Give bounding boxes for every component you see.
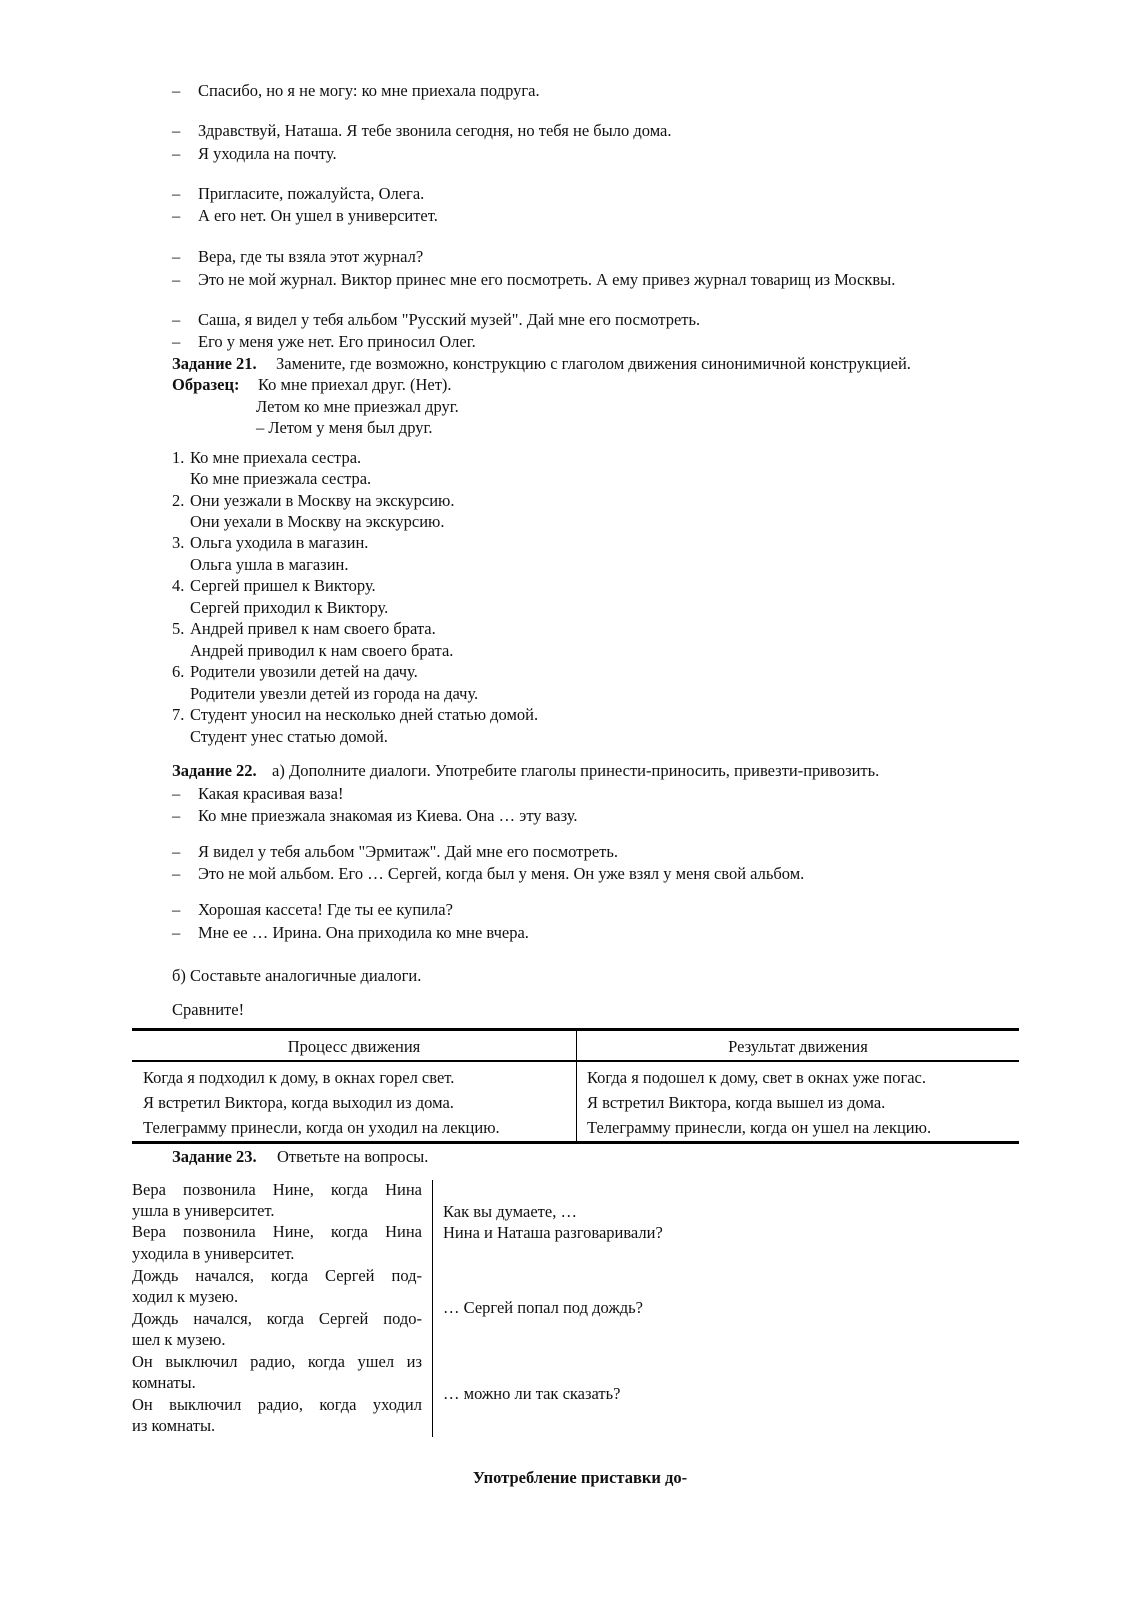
left-column-line: Дождь начался, когда Сергей подо-	[132, 1309, 422, 1328]
dialog-line: Саша, я видел у тебя альбом "Русский музей". Дай мне его посмотреть.	[198, 310, 701, 329]
dialog-line: Хорошая кассета! Где ты ее купила?	[198, 900, 453, 919]
item-number: 3.	[172, 533, 185, 552]
left-column-line: Вера позвонила Нине, когда Нина	[132, 1222, 422, 1241]
dialog-line: Я видел у тебя альбом "Эрмитаж". Дай мне его посмотреть.	[198, 842, 619, 861]
item-line: Ко мне приехала сестра.	[190, 448, 362, 467]
dialog-dash: –	[172, 900, 181, 919]
item-line: Сергей пришел к Виктору.	[190, 576, 376, 595]
dialog-line: Это не мой журнал. Виктор принес мне его посмотреть. А ему привез журнал товарищ из Москвы.	[198, 270, 896, 289]
task-23-label: Задание 23.	[172, 1147, 257, 1166]
part-b: б) Составьте аналогичные диалоги.	[172, 966, 422, 985]
dialog-dash: –	[172, 332, 181, 351]
question-line: Как вы думаете, …	[443, 1202, 577, 1221]
table-header: Процесс движения	[287, 1037, 421, 1056]
dialog-line: А его нет. Он ушел в университет.	[198, 206, 438, 225]
compare-label: Сравните!	[172, 1000, 245, 1019]
left-column-line: шел к музею.	[132, 1330, 226, 1349]
item-line: Ольга ушла в магазин.	[190, 555, 349, 574]
item-line: Родители увозили детей на дачу.	[190, 662, 418, 681]
left-column-line: уходила в университет.	[132, 1244, 295, 1263]
dialog-line: Его у меня уже нет. Его приносил Олег.	[198, 332, 476, 351]
dialog-line: Это не мой альбом. Его … Сергей, когда был у меня. Он уже взял у меня свой альбом.	[198, 864, 805, 883]
sample-line: Летом ко мне приезжал друг.	[256, 397, 459, 416]
sample-label: Образец:	[172, 375, 240, 394]
dialog-line: Какая красивая ваза!	[198, 784, 344, 803]
task-21-text: Замените, где возможно, конструкцию с глаголом движения синонимичной конструкцией.	[276, 354, 911, 373]
left-column-line: из комнаты.	[132, 1416, 216, 1435]
item-number: 6.	[172, 662, 185, 681]
dialog-dash: –	[172, 247, 181, 266]
item-number: 5.	[172, 619, 185, 638]
item-line: Сергей приходил к Виктору.	[190, 598, 389, 617]
dialog-dash: –	[172, 206, 181, 225]
item-line: Они уехали в Москву на экскурсию.	[190, 512, 445, 531]
left-column-line: ушла в университет.	[132, 1201, 275, 1220]
left-column-line: Он выключил радио, когда ушел из	[132, 1352, 422, 1371]
item-line: Родители увезли детей из города на дачу.	[190, 684, 479, 703]
left-column-line: ходил к музею.	[132, 1287, 239, 1306]
dialog-line: Спасибо, но я не могу: ко мне приехала подруга.	[198, 81, 540, 100]
task-22-label: Задание 22.	[172, 761, 257, 780]
question-line: Нина и Наташа разговаривали?	[443, 1223, 663, 1242]
dialog-dash: –	[172, 864, 181, 883]
dialog-line: Мне ее … Ирина. Она приходила ко мне вчера.	[198, 923, 529, 942]
dialog-dash: –	[172, 121, 181, 140]
question-line: … Сергей попал под дождь?	[443, 1298, 643, 1317]
table-cell: Телеграмму принесли, когда он уходил на лекцию.	[143, 1118, 500, 1137]
item-line: Студент унес статью домой.	[190, 727, 388, 746]
table-cell: Я встретил Виктора, когда выходил из дома.	[143, 1093, 454, 1112]
item-line: Они уезжали в Москву на экскурсию.	[190, 491, 455, 510]
table-cell: Когда я подходил к дому, в окнах горел свет.	[143, 1068, 455, 1087]
table-header: Результат движения	[728, 1037, 868, 1056]
item-number: 2.	[172, 491, 185, 510]
sample-line: – Летом у меня был друг.	[256, 418, 433, 437]
left-column-line: Дождь начался, когда Сергей под-	[132, 1266, 422, 1285]
dialog-line: Здравствуй, Наташа. Я тебе звонила сегодня, но тебя не было дома.	[198, 121, 672, 140]
table-cell: Когда я подошел к дому, свет в окнах уже погас.	[587, 1068, 927, 1087]
left-column-line: Он выключил радио, когда уходил	[132, 1395, 422, 1414]
item-line: Ко мне приезжала сестра.	[190, 469, 372, 488]
item-line: Андрей привел к нам своего брата.	[190, 619, 436, 638]
table-cell: Я встретил Виктора, когда вышел из дома.	[587, 1093, 886, 1112]
item-line: Андрей приводил к нам своего брата.	[190, 641, 454, 660]
dialog-line: Я уходила на почту.	[198, 144, 337, 163]
task-22-text: а) Дополните диалоги. Употребите глаголы принести-приносить, привезти-привозить.	[272, 761, 880, 780]
dialog-line: Вера, где ты взяла этот журнал?	[198, 247, 424, 266]
dialog-dash: –	[172, 784, 181, 803]
left-column-line: комнаты.	[132, 1373, 196, 1392]
item-line: Ольга уходила в магазин.	[190, 533, 369, 552]
table-cell: Телеграмму принесли, когда он ушел на лекцию.	[587, 1118, 932, 1137]
task-21-label: Задание 21.	[172, 354, 257, 373]
dialog-dash: –	[172, 144, 181, 163]
dialog-dash: –	[172, 81, 181, 100]
item-number: 4.	[172, 576, 185, 595]
item-line: Студент уносил на несколько дней статью домой.	[190, 705, 539, 724]
question-line: … можно ли так сказать?	[443, 1384, 621, 1403]
dialog-dash: –	[172, 310, 181, 329]
dialog-dash: –	[172, 842, 181, 861]
sample-line: Ко мне приехал друг. (Нет).	[258, 375, 452, 394]
dialog-dash: –	[172, 270, 181, 289]
dialog-dash: –	[172, 923, 181, 942]
dialog-dash: –	[172, 184, 181, 203]
dialog-line: Ко мне приезжала знакомая из Киева. Она … эту вазу.	[198, 806, 578, 825]
task-23-text: Ответьте на вопросы.	[277, 1147, 429, 1166]
dialog-line: Пригласите, пожалуйста, Олега.	[198, 184, 425, 203]
section-heading: Употребление приставки до-	[472, 1468, 688, 1487]
item-number: 1.	[172, 448, 185, 467]
dialog-dash: –	[172, 806, 181, 825]
item-number: 7.	[172, 705, 185, 724]
column-divider	[432, 1180, 433, 1437]
left-column-line: Вера позвонила Нине, когда Нина	[132, 1180, 422, 1199]
